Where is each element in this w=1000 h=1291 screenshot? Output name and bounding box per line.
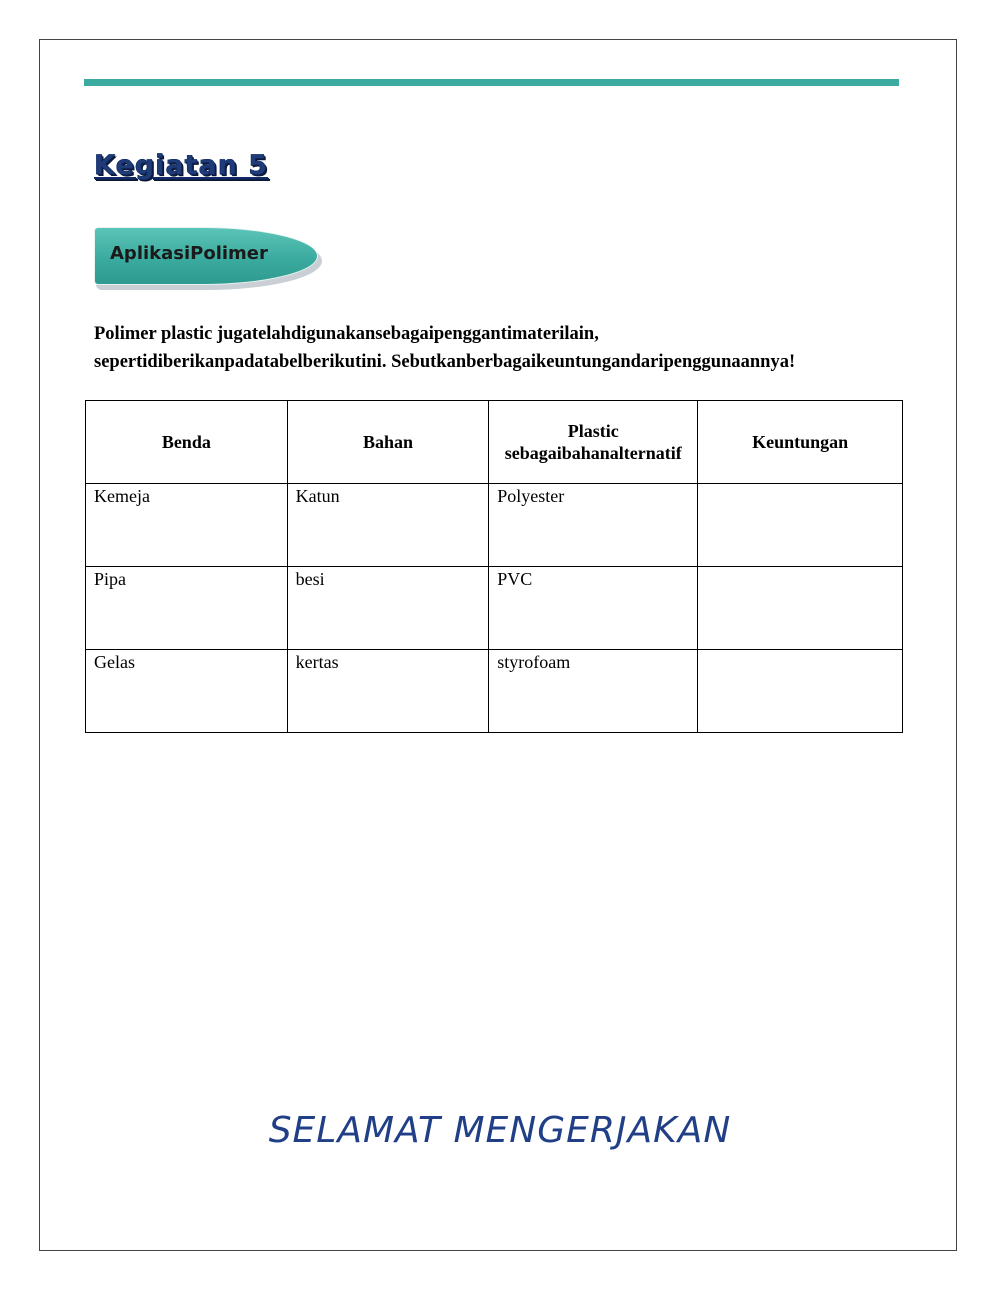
cell-plastic: Polyester bbox=[489, 484, 698, 567]
instructions bbox=[94, 320, 904, 376]
table-header-row bbox=[86, 401, 903, 484]
cell-benda: Pipa bbox=[86, 567, 288, 650]
cell-bahan: kertas bbox=[287, 650, 489, 733]
cell-benda: Kemeja bbox=[86, 484, 288, 567]
worksheet-table bbox=[85, 400, 903, 733]
cell-benda: Gelas bbox=[86, 650, 288, 733]
cell-bahan: Katun bbox=[287, 484, 489, 567]
header-bahan: Bahan bbox=[287, 401, 489, 484]
header-plastic-alternatif: Plastic sebagaibahanalternatif bbox=[489, 401, 698, 484]
instructions-line: Polimer plastic jugatelahdigunakansebagaipenggantimaterilain, bbox=[94, 324, 599, 344]
section-tag-label: AplikasiPolimer bbox=[110, 243, 268, 264]
cell-plastic: PVC bbox=[489, 567, 698, 650]
instructions-line: sepertidiberikanpadatabelberikutini. Sebutkanberbagaikeuntungandaripenggunaannya! bbox=[94, 352, 796, 372]
header-keuntungan: Keuntungan bbox=[698, 401, 903, 484]
cell-plastic: styrofoam bbox=[489, 650, 698, 733]
cell-keuntungan-answer[interactable] bbox=[698, 650, 903, 733]
table-row bbox=[86, 484, 903, 567]
closing-message: SELAMAT MENGERJAKAN bbox=[268, 1110, 732, 1151]
table-row bbox=[86, 567, 903, 650]
cell-keuntungan-answer[interactable] bbox=[698, 484, 903, 567]
header-benda: Benda bbox=[86, 401, 288, 484]
cell-bahan: besi bbox=[287, 567, 489, 650]
top-divider bbox=[84, 79, 899, 86]
cell-keuntungan-answer[interactable] bbox=[698, 567, 903, 650]
table-row bbox=[86, 650, 903, 733]
page-heading: Kegiatan 5 bbox=[94, 150, 269, 181]
